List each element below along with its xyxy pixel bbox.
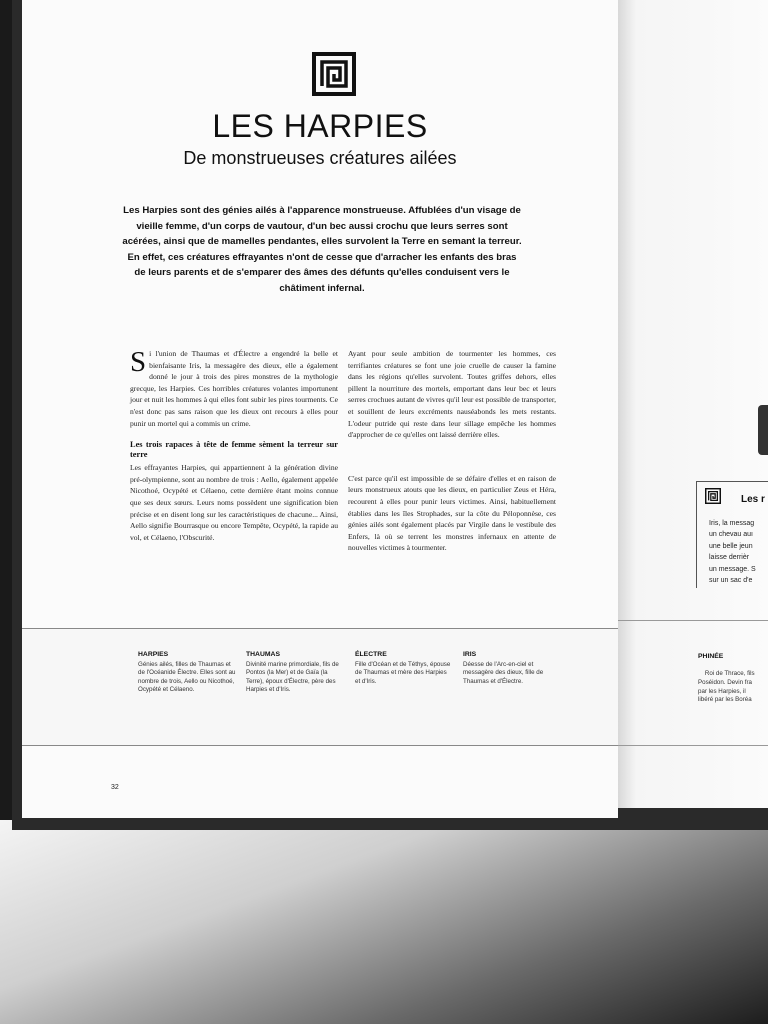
paragraph-text: i l'union de Thaumas et d'Électre a engendré la belle et bienfaisante Iris, la messagère des dieux, elle a également donné le jour à trois des pires monstres de la mythologie grecque, les Harpies. Ces horribles créatures volantes importunent jour et nuit les hommes à qui elles font subir les pires tourments. Ce n'est donc pas sans raison que les dieux ont recours à elles pour punir un mortel qui a commis un crime. <box>130 349 338 428</box>
glossary-item <box>698 636 768 713</box>
section-heading: Les trois rapaces à tête de femme sèment la terreur sur terre <box>130 440 338 460</box>
glossary-item <box>355 651 453 686</box>
glossary-term: THAUMAS <box>246 651 280 658</box>
glossary-item <box>463 651 561 686</box>
glossary-definition: Déesse de l'Arc-en-ciel et messagère des dieux, fille de Thaumas et d'Électre. <box>463 660 544 685</box>
greek-key-icon <box>312 52 356 96</box>
desk-surface <box>0 820 768 1024</box>
glossary-definition: Génies ailés, filles de Thaumas et de l'Océanide Électre. Elles sont au nombre de trois, Aello ou Nicothoé, Ocypété et Célaeno. <box>138 660 236 694</box>
sidebar-box-text: Iris, la messag un chevau auı une belle jeun laisse derrièr un message. S sur un sac d'e <box>709 520 756 585</box>
page-number: 32 <box>111 784 119 791</box>
page-subtitle: De monstrueuses créatures ailées <box>183 148 457 168</box>
glossary-term: HARPIES <box>138 651 169 658</box>
glossary-term: IRIS <box>463 651 477 658</box>
sidebar-box <box>696 481 768 588</box>
greek-key-icon <box>705 488 721 504</box>
glossary-definition: Divinité marine primordiale, fils de Pontos (la Mer) et de Gaïa (la Terre), époux d'Électre, père des Harpies et d'Iris. <box>246 660 339 694</box>
paragraph: Les effrayantes Harpies, qui appartiennent à la génération divine pré-olympienne, sont au nombre de trois : Aello, également appelée Nicothoé, Ocypété et Célaeno, cette dernière étant moins connue que ses deux sœurs. Leurs noms possèdent une signification bien précise et en disent long sur les caractéristiques de chacune... Ainsi, Aello signifie Bourrasque ou encore Tempête, Ocypété, la rapide au vol, et Célaeno, l'Obscurité. <box>130 463 338 542</box>
text-column-left <box>130 348 338 543</box>
glossary-term: PHINÉE <box>698 653 724 661</box>
paragraph: C'est parce qu'il est impossible de se défaire d'elles et en raison de leurs monstrueux atouts que les dieux, en particulier Zeus et Héra, recourent à elles pour punir leurs victimes. Ainsi, habituellement établies dans les îles Strophades, sur la côte du Péloponnèse, ces génies ailés sont également placés par Virgile dans le vestibule des Enfers, là où se terrent les monstres infernaux en attente de nouvelles victimes à tourmenter. <box>348 473 556 553</box>
glossary-item <box>246 651 344 695</box>
right-page <box>618 0 768 808</box>
text-column-right <box>348 348 556 554</box>
paragraph <box>130 348 338 429</box>
glossary-item <box>138 651 236 695</box>
page-title: LES HARPIES <box>212 108 428 144</box>
illustration-fragment <box>758 405 768 455</box>
paragraph: Ayant pour seule ambition de tourmenter les hommes, ces terrifiantes créatures se font une joie cruelle de causer la famine dans les régions qu'elles survolent. Toutes griffes dehors, elles pillent la nourriture des mortels, emportant dans leur bec et leurs serres crochues autant de vivres qu'il leur est possible de transporter, et souillent de leurs excréments nauséabonds les mets restants. L'odeur putride qui reste dans leur sillage empêche les hommes d'approcher de ce qu'elles ont laissé derrière elles. <box>348 349 556 440</box>
glossary-definition: Fille d'Océan et de Téthys, épouse de Thaumas et mère des Harpies et d'Iris. <box>355 660 451 685</box>
drop-cap: S <box>130 346 147 378</box>
sidebar-box-title: Les r <box>741 494 765 505</box>
glossary-term: ÉLECTRE <box>355 651 387 658</box>
intro-paragraph: Les Harpies sont des génies ailés à l'apparence monstrueuse. Affublées d'un visage de vieille femme, d'un corps de vautour, d'un bec aussi crochu que leurs serres sont acérées, ainsi que de mamelles pendantes, elles survolent la Terre en semant la terreur. En effet, ces créatures effrayantes n'ont de cesse que d'arracher les enfants des bras de leurs parents et de s'emparer des âmes des défunts qu'elles conduisent vers le châtiment infernal. <box>122 205 522 294</box>
glossary-definition: Roi de Thrace, fils Poséidon. Devin fra par les Harpies, il libéré par les Boréa <box>698 670 755 704</box>
